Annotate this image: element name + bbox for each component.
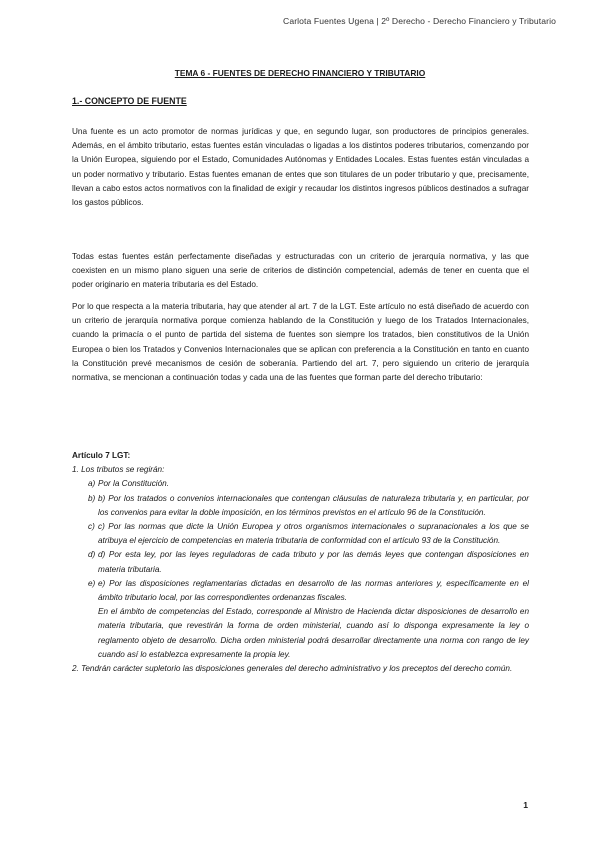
list-marker: a) (88, 479, 96, 489)
list-item (72, 520, 529, 548)
article-block (72, 449, 529, 676)
list-item (72, 492, 529, 520)
article-title: Artículo 7 LGT: (72, 451, 131, 460)
paragraph-3 (72, 300, 529, 401)
article-continuation: En el ámbito de competencias del Estado, corresponde al Ministro de Hacienda dictar disposiciones de desarrollo en materia tributaria, que revestirán la forma de orden ministerial, cuando así lo disponga expresamente la ley o reglamento objeto de desarrollo. Dicha orden ministerial podrá desarrollar directamente una norma con rango de ley cuando así lo establezca expresamente la propia ley. (98, 607, 529, 659)
list-item (72, 548, 529, 576)
paragraph-text: Por lo que respecta a la materia tributaria, hay que atender al art. 7 de la LGT. Este artículo no está diseñado de acuerdo con un criterio de jerarquía normativa porque comienza hablando de la Constitución y luego de los Tratados Internacionales, cuando la primacía o el punto de partida del sistema de fuentes son siempre los tratados, bien constitutivos de la Unión Europea o bien los Tratados y Convenios Internacionales que se aplican con preferencia a la Constitución en tanto en cuanto la Constitución prevé mecanismos de cesión de soberanía. Partiendo del art. 7, pero siguiendo un criterio de jerarquía normativa, se mencionan a continuación todas y cada una de las fuentes que forman parte del derecho tributario: (72, 302, 529, 383)
paragraph-text: Una fuente es un acto promotor de normas jurídicas y que, en segundo lugar, son productores de principios generales. Además, en el ámbito tributario, estas fuentes están vinculadas o ligadas a los distintos poderes tributarios, comenzando por la Unión Europea, siguiendo por el Estado, Comunidades Autónomas y Entidades Locales. Estas fuentes están vinculadas a un poder normativo y tributario. Estas fuentes emanan de entes que son titulares de un poder tributario y que, precisamente, llevan a cabo estos actos normativos con la finalidad de exigir y recaudar los distintos ingresos públicos destinados a sufragar los gastos públicos. (72, 127, 529, 208)
list-item-text: b) Por los tratados o convenios internacionales que contengan cláusulas de naturaleza tributaria y, en particular, por los convenios para evitar la doble imposición, en los términos previstos en el artículo 96 de la Constitución. (98, 493, 529, 517)
list-item (72, 577, 529, 605)
article-list (72, 477, 529, 605)
list-item (72, 477, 529, 491)
article-intro: 1. Los tributos se regirán: (72, 465, 165, 475)
list-marker: d) (88, 550, 96, 560)
page-number: 1 (523, 800, 528, 810)
page-header: Carlota Fuentes Ugena | 2º Derecho - Derecho Financiero y Tributario (283, 16, 556, 26)
list-item-text: c) Por las normas que dicte la Unión Europea y otros organismos internacionales o supranacionales a los que se atribuya el ejercicio de competencias en materia tributaria de conformidad con el artículo 93 de la Constitución. (98, 522, 529, 546)
section-heading: 1.- CONCEPTO DE FUENTE (72, 96, 187, 106)
list-item-text: e) Por las disposiciones reglamentarias dictadas en desarrollo de las normas anteriores y, específicamente en el ámbito tributario local, por las correspondientes ordenanzas fiscales. (98, 578, 529, 603)
list-marker: c) (88, 522, 95, 532)
list-marker: b) (88, 493, 96, 503)
paragraph-text: Todas estas fuentes están perfectamente diseñadas y estructuradas con un criterio de jerarquía normativa, y las que coexisten en un mismo plano siguen una serie de criterios de distinción competencial, además de tener en cuenta que el poder originario en materia tributaria es del Estado. (72, 252, 529, 290)
paragraph-1 (72, 125, 529, 226)
document-title: TEMA 6 - FUENTES DE DERECHO FINANCIERO Y TRIBUTARIO (174, 68, 426, 78)
list-item-text: d) Por esta ley, por las leyes reguladoras de cada tributo y por las demás leyes que contengan disposiciones en materia tributaria. (98, 550, 529, 574)
list-marker: e) (88, 578, 96, 588)
list-item-text: Por la Constitución. (98, 479, 169, 489)
article-point-2: 2. Tendrán carácter supletorio las disposiciones generales del derecho administrativo y los preceptos del derecho común. (72, 664, 513, 674)
